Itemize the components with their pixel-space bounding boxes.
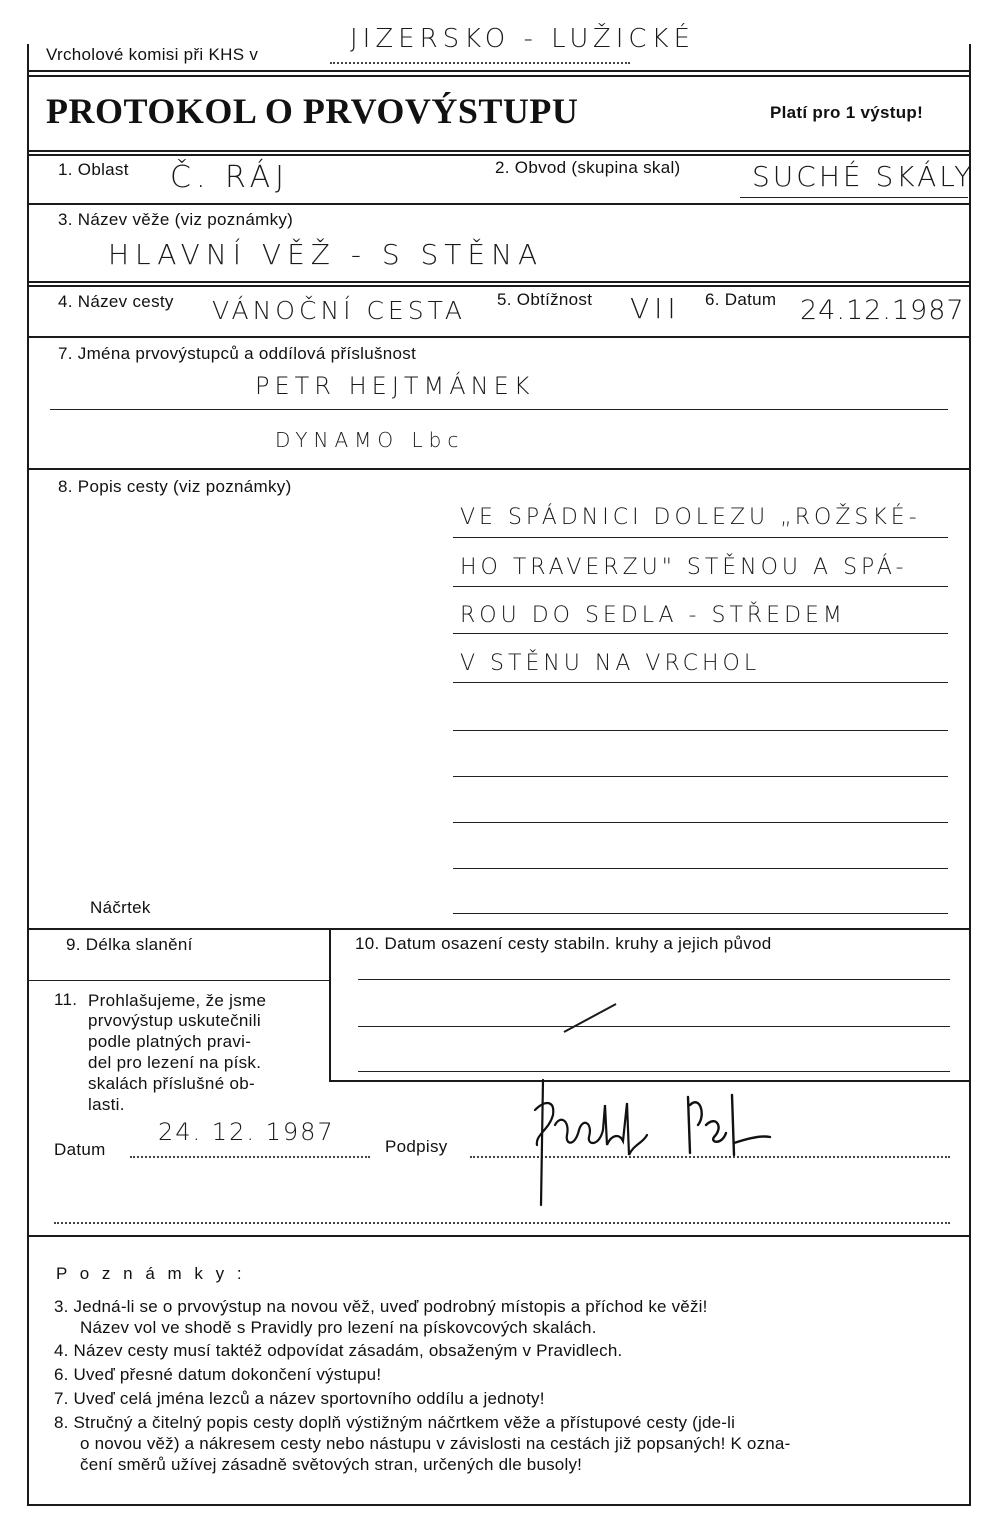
note-8-line-1: 8. Stručný a čitelný popis cesty doplň výstižným náčrtkem věže a přístupové cesty (jde-li [54,1413,736,1432]
bolts-rule-3 [358,1071,950,1072]
date-value: 24.12.1987 [800,295,965,326]
bolts-rule-1 [358,979,950,980]
sign-date-dots [130,1156,370,1158]
rule-1 [27,150,971,152]
note-8-line-2: o novou věž) a nákresem cesty nebo nástupu v závislosti na cestách již popsaných! K ozna- [80,1434,791,1453]
rule-header-top-2 [27,75,971,77]
rule-1b [27,154,971,156]
difficulty-label: 5. Obtížnost [497,290,593,309]
description-rule-3 [453,633,948,634]
declaration-line-3: podle platných pravi- [88,1032,252,1051]
sign-date-label: Datum [54,1140,106,1159]
description-line-1: VE SPÁDNICI DOLEZU „ROŽSKÉ- [460,505,921,530]
notes-heading: P o z n á m k y : [56,1264,246,1283]
form-title: PROTOKOL O PRVOVÝSTUPU [46,91,579,131]
declaration-line-2: prvovýstup uskutečnili [88,1011,261,1030]
frame-right [969,44,971,1506]
description-rule-2 [453,586,948,587]
signature-1 [515,1075,665,1215]
valid-for: Platí pro 1 výstup! [770,103,924,122]
area-label: 1. Oblast [58,160,129,179]
rule-header-top [27,70,971,72]
description-rule-8 [453,868,948,869]
declaration-line-4: del pro lezení na písk. [88,1053,262,1072]
date-label: 6. Datum [705,290,777,309]
climber-club: DYNAMO Lbc [275,428,465,452]
rule-6 [27,928,971,930]
rule-5 [27,468,971,470]
rule-3 [27,281,971,283]
sketch-label: Náčrtek [90,898,151,917]
description-rule-9 [453,913,948,914]
declaration-number: 11. [54,990,78,1009]
split-vertical [329,929,331,1081]
declaration-line-6: lasti. [88,1095,125,1114]
rule-2 [27,203,971,205]
committee-region: JIZERSKO - LUŽICKÉ [350,24,696,54]
route-label: 4. Název cesty [58,292,174,311]
note-3-line-2: Název vol ve shodě s Pravidly pro lezení na pískovcových skalách. [80,1318,597,1337]
district-label: 2. Obvod (skupina skal) [495,158,681,177]
rappel-rule [27,980,329,981]
tower-label: 3. Název věže (viz poznámky) [58,210,294,229]
description-line-4: V STĚNU NA VRCHOL [460,651,761,676]
description-rule-4 [453,682,948,683]
description-line-2: HO TRAVERZU" STĚNOU A SPÁ- [460,555,908,580]
declaration-line-1: Prohlašujeme, že jsme [88,991,267,1010]
note-6: 6. Uveď přesné datum dokončení výstupu! [54,1365,382,1384]
district-value: SUCHÉ SKÁLY [752,160,975,193]
frame-bottom [27,1504,971,1506]
signature-2 [680,1085,775,1165]
note-7: 7. Uveď celá jména lezců a název sportovního oddílu a jednoty! [54,1389,545,1408]
note-8-line-3: čení směrů užívej zásadně světových stran, určených dle busoly! [80,1455,583,1474]
bolts-label: 10. Datum osazení cesty stabiln. kruhy a jejich původ [355,934,772,953]
climbers-label: 7. Jména prvovýstupců a oddílová příslušnost [58,344,417,363]
note-3-line-1: 3. Jedná-li se o prvovýstup na novou věž, uveď podrobný místopis a příchod ke věži! [54,1297,708,1316]
sign-date-value: 24. 12. 1987 [158,1118,335,1146]
description-rule-5 [453,730,948,731]
description-line-3: ROU DO SEDLA - STŘEDEM [460,603,846,628]
route-value: VÁNOČNÍ CESTA [212,296,467,325]
bolts-strike-mark [560,1000,620,1036]
rule-4 [27,336,971,338]
rule-3b [27,285,971,287]
rule-8 [27,1235,971,1237]
rappel-label: 9. Délka slanění [66,935,193,954]
tower-value: HLAVNÍ VĚŽ - S STĚNA [108,238,544,271]
difficulty-value: VII [630,292,681,325]
description-label: 8. Popis cesty (viz poznámky) [58,477,292,496]
climbers-underline-1 [50,409,948,410]
committee-dots [330,62,630,64]
note-4: 4. Název cesty musí taktéž odpovídat zásadám, obsaženým v Pravidlech. [54,1341,623,1360]
declaration-line-5: skalách příslušné ob- [88,1074,255,1093]
district-underline [740,197,968,198]
description-rule-6 [453,776,948,777]
description-rule-1 [453,537,948,538]
climber-name: PETR HEJTMÁNEK [255,372,535,400]
frame-left [27,44,29,1506]
signatures-label: Podpisy [385,1137,448,1156]
bolts-rule-2 [358,1026,950,1027]
area-value: Č. RÁJ [170,160,290,195]
description-rule-7 [453,822,948,823]
bottom-dots [54,1222,950,1224]
committee-prefix: Vrcholové komisi při KHS v [46,45,259,64]
